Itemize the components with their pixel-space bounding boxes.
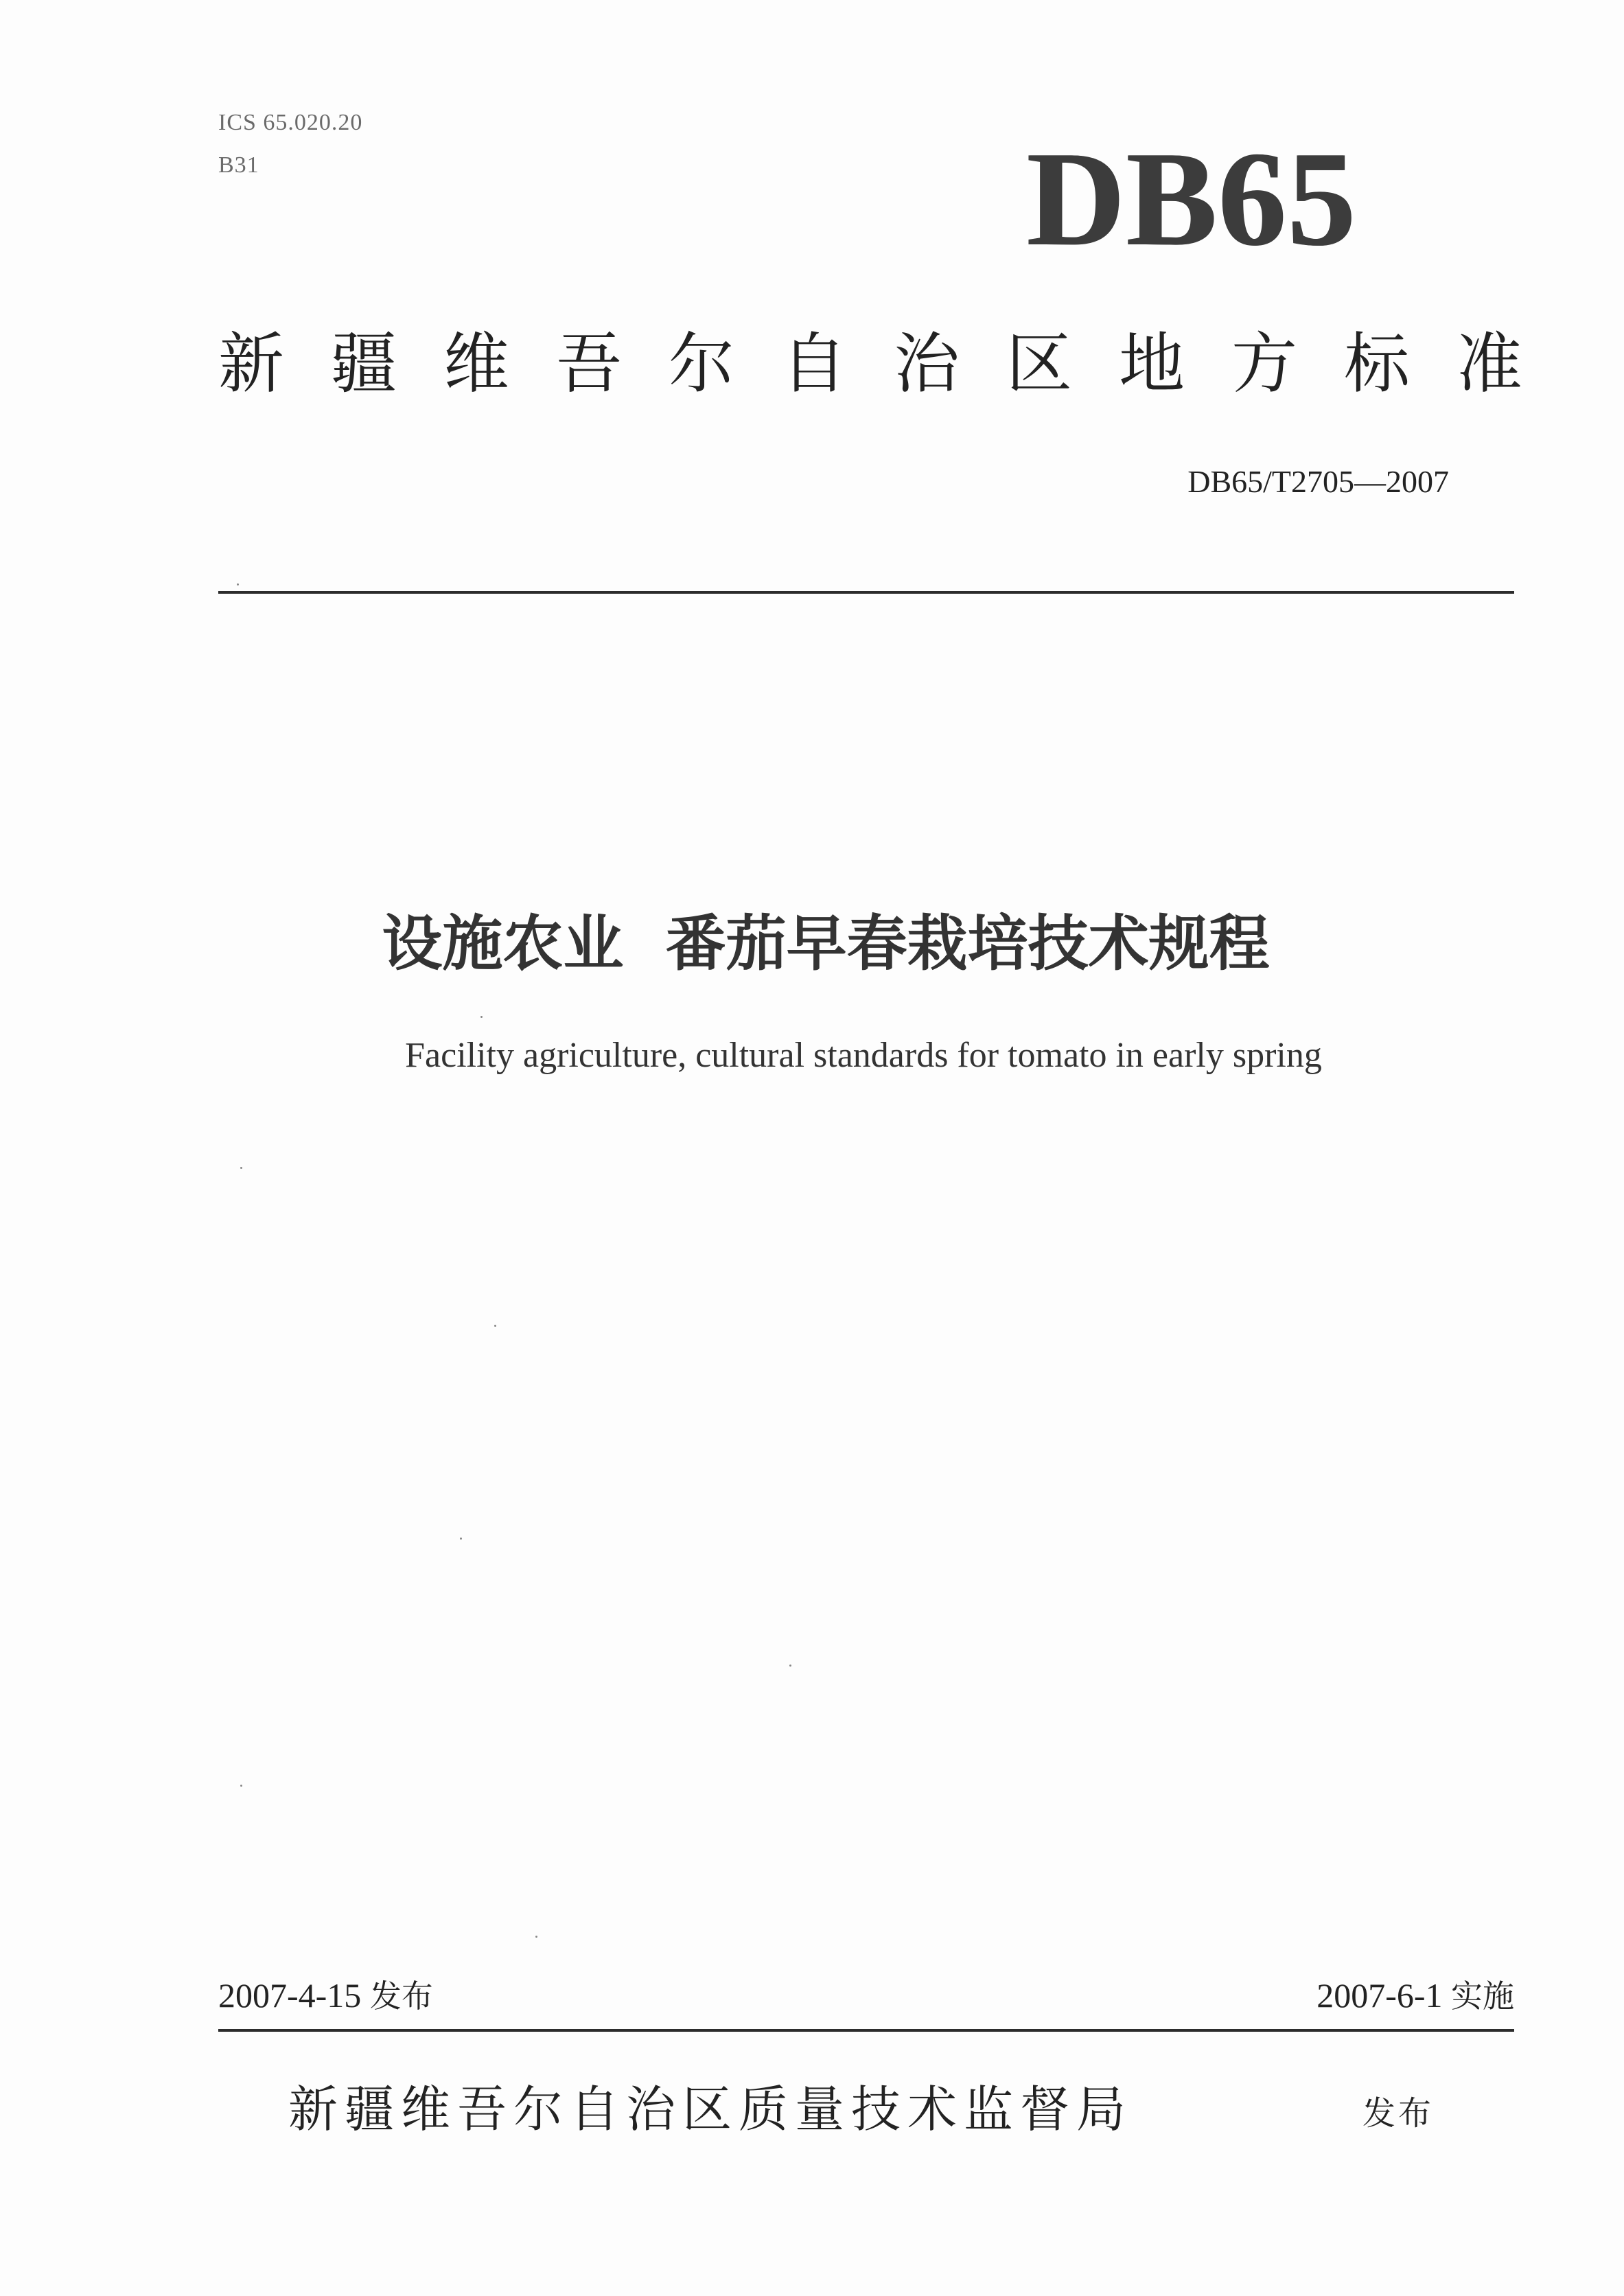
db65-logo	[1026, 124, 1438, 274]
document-title-chinese: 设施农业 番茄早春栽培技术规程	[382, 908, 1270, 979]
document-title-english: Facility agriculture, cultural standards for tomato in early spring	[405, 1036, 1322, 1075]
ics-code: ICS 65.020.20	[218, 110, 363, 135]
standard-number: DB65/T2705—2007	[1187, 464, 1449, 499]
issuing-authority-suffix: 发布	[1362, 2094, 1435, 2133]
implementation-date: 2007-6-1	[1316, 1976, 1443, 2015]
bottom-divider	[218, 2029, 1514, 2032]
ccs-code: B31	[218, 152, 259, 178]
issuing-authority: 新疆维吾尔自治区质量技术监督局	[288, 2080, 1133, 2138]
implementation-date-line	[1316, 1971, 1514, 2017]
logo-text: DB65	[1026, 124, 1357, 274]
implementation-label: 实施	[1451, 1978, 1514, 2015]
standard-type-heading: 新疆维吾尔自治区地方标准	[218, 325, 1569, 402]
top-divider	[218, 591, 1514, 594]
issue-date: 2007-4-15	[218, 1976, 362, 2015]
issue-date-line	[218, 1971, 433, 2017]
issue-label: 发布	[369, 1978, 433, 2015]
